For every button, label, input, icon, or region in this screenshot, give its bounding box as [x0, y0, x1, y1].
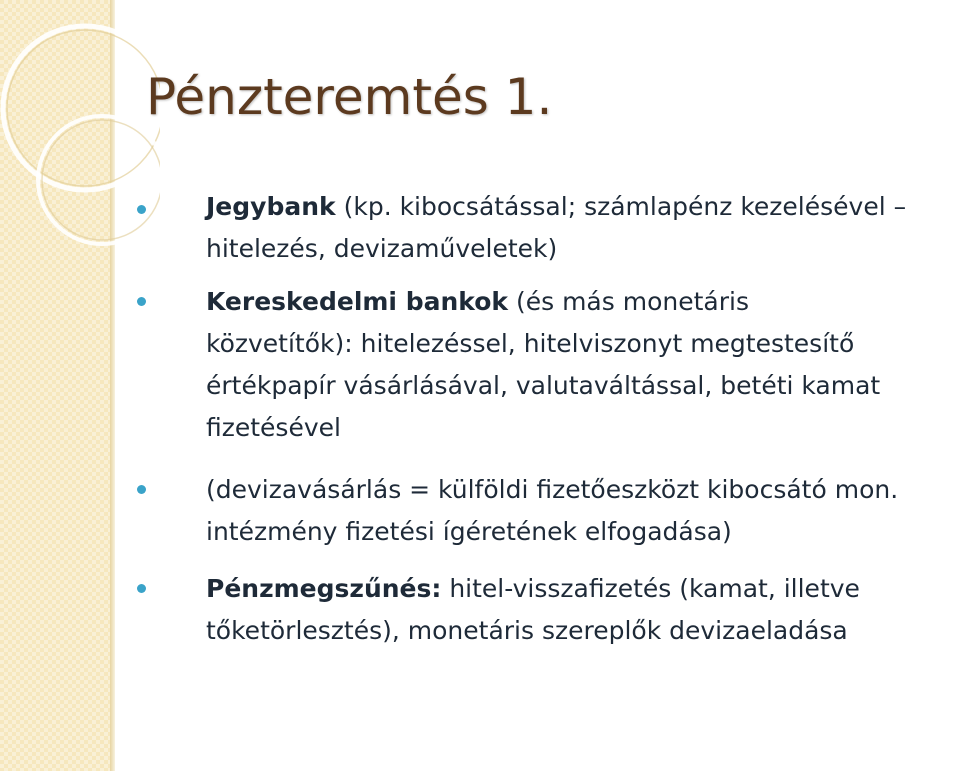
bullet-item-kereskedelmi-bankok [206, 281, 951, 449]
bullet-point-icon [137, 205, 146, 214]
bullet-point-icon [137, 297, 146, 306]
bullet-text-line: hitel-visszafizetés (kamat, illetve [441, 574, 860, 603]
bullet-text-line: intézmény fizetési ígéretének elfogadása) [206, 517, 732, 546]
bullet-text-line: (kp. kibocsátással; számlapénz kezelésével – [335, 192, 907, 221]
bullet-text-line: közvetítők): hitelezéssel, hitelviszonyt megtestesítő [206, 329, 855, 358]
bullet-point-icon [137, 485, 146, 494]
bullet-text-line: tőketörlesztés), monetáris szereplők devizaeladása [206, 616, 848, 645]
bullet-text-line: (és más monetáris [508, 287, 749, 316]
bullet-heading-jegybank: Jegybank [206, 192, 336, 221]
decorative-rings [0, 0, 160, 300]
bullet-item-devizavasarlas [206, 469, 951, 553]
bullet-point-icon [137, 584, 146, 593]
bullet-heading-penzmegszunes: Pénzmegszűnés: [206, 574, 442, 603]
bullet-text-line: értékpapír vásárlásával, valutaváltással, betéti kamat [206, 371, 881, 400]
bullet-text-line: (devizavásárlás = külföldi fizetőeszközt kibocsátó mon. [206, 475, 899, 504]
bullet-heading-kereskedelmi-bankok: Kereskedelmi bankok [206, 287, 509, 316]
bullet-text-line: fizetésével [206, 413, 341, 442]
slide-title: Pénzteremtés 1. [146, 68, 553, 126]
bullet-item-jegybank [206, 186, 951, 270]
bullet-text-line: hitelezés, devizaműveletek) [206, 234, 558, 263]
bullet-item-penzmegszunes [206, 568, 951, 652]
